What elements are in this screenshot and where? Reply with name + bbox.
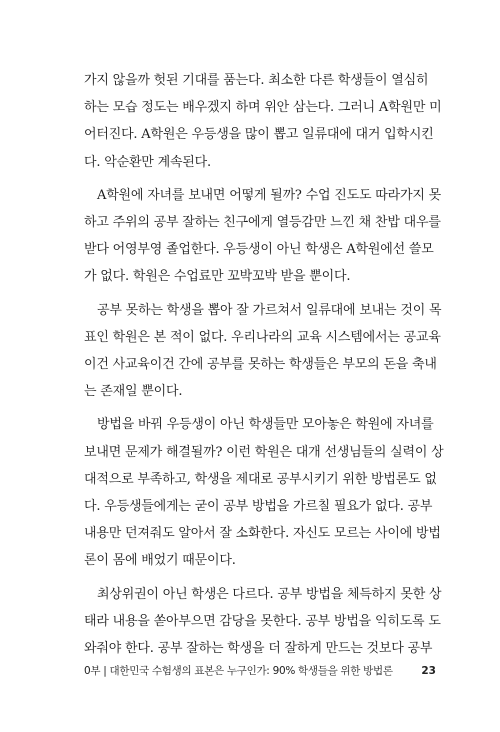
text-line: 받다 어영부영 졸업한다. 우등생이 아닌 학생은 A학원에선 쓸모 <box>84 242 434 258</box>
body-text <box>84 67 446 668</box>
page-number: 23 <box>421 665 436 677</box>
paragraph-4 <box>84 411 446 574</box>
text-line: 가 없다. 학원은 수업료만 꼬박꼬박 받을 뿐이다. <box>84 269 351 285</box>
paragraph-5 <box>84 581 446 663</box>
text-line: 내용만 던져줘도 알아서 잘 소화한다. 자신도 모르는 사이에 방법 <box>84 526 441 542</box>
text-line: 다. 악순환만 계속된다. <box>84 154 211 170</box>
text-line: 대적으로 부족하고, 학생을 제대로 공부시키기 위한 방법론도 없 <box>84 471 437 487</box>
paragraph-3 <box>84 297 446 406</box>
text-line: 하는 모습 정도는 배우겠지 하며 위안 삼는다. 그러니 A학원만 미 <box>84 100 442 116</box>
text-line: 와줘야 한다. 공부 잘하는 학생을 더 잘하게 만드는 것보다 공부 <box>84 641 433 657</box>
text-line: 태라 내용을 쏟아부으면 감당을 못한다. 공부 방법을 익히도록 도 <box>84 613 441 629</box>
page-footer <box>84 663 436 679</box>
paragraph-2 <box>84 182 446 291</box>
text-line: 최상위권이 아닌 학생은 다르다. 공부 방법을 체득하지 못한 상 <box>97 586 442 602</box>
text-line: 가지 않을까 헛된 기대를 품는다. 최소한 다른 학생들이 열심히 <box>84 73 429 88</box>
text-line: 공부 못하는 학생을 뽑아 잘 가르쳐서 일류대에 보내는 것이 목 <box>97 302 442 318</box>
text-line: 보내면 문제가 해결될까? 이런 학원은 대개 선생님들의 실력이 상 <box>84 444 444 460</box>
text-line: 론이 몸에 배었기 때문이다. <box>84 553 236 569</box>
text-line: 하고 주위의 공부 잘하는 친구에게 열등감만 느낀 채 찬밥 대우를 <box>84 215 441 231</box>
text-line: 다. 우등생들에게는 굳이 공부 방법을 가르칠 필요가 없다. 공부 <box>84 499 433 515</box>
text-line: 이건 사교육이건 간에 공부를 못하는 학생들은 부모의 돈을 축내 <box>84 357 437 373</box>
running-head: 0부 | 대한민국 수험생의 표본은 누구인가: 90% 학생들을 위한 방법론 <box>84 665 393 677</box>
text-line: 는 존재일 뿐이다. <box>84 384 183 400</box>
text-line: 표인 학원은 본 적이 없다. 우리나라의 교육 시스템에서는 공교육 <box>84 329 441 345</box>
paragraph-1 <box>84 67 446 176</box>
text-line: 방법을 바꿔 우등생이 아닌 학생들만 모아놓은 학원에 자녀를 <box>97 417 434 433</box>
text-line: 어터진다. A학원은 우등생을 많이 뽑고 일류대에 대거 입학시킨 <box>84 127 434 143</box>
text-line: A학원에 자녀를 보내면 어떻게 될까? 수업 진도도 따라가지 못 <box>97 187 442 203</box>
